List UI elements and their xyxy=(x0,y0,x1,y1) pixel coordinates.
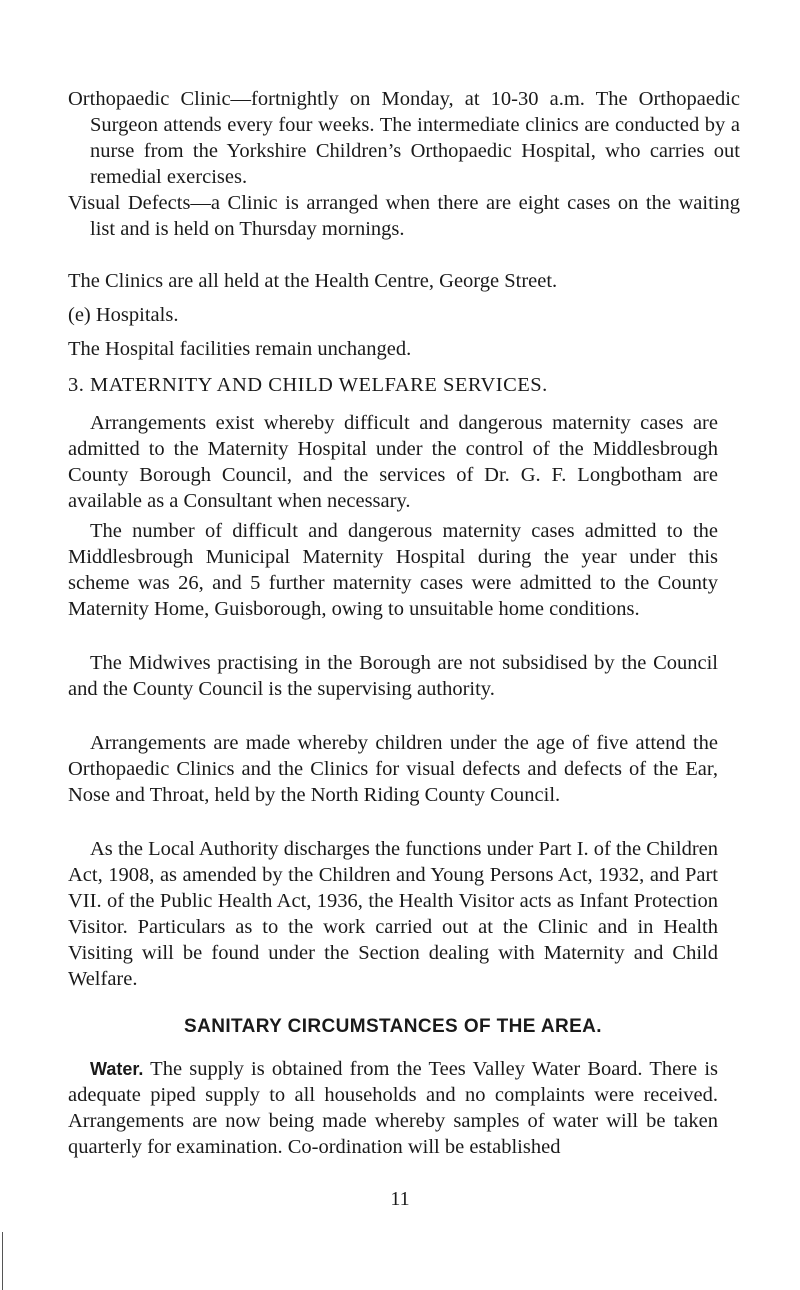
paragraph-local-authority: As the Local Authority discharges the functions under Part I. of the Children Act, 1908, as amended by the Children and Young Persons Act, 1932, and Part VII. of the Public Health Act, 1936, the Health Visitor acts as Infant Protection Visitor. Particulars as to the work carried out at the Clinic and in Health Visiting will be found under the Section dealing with Maternity and Child Welfare. xyxy=(68,838,718,990)
paragraph-midwives: The Midwives practising in the Borough are not subsidised by the Council and the County Council is the supervising authority. xyxy=(68,652,718,700)
water-text: The supply is obtained from the Tees Valley Water Board. There is adequate piped supply to all households and no complaints were received. Arrangements are now being made whereby samples of water will be taken quarterly for examination. Co-ordination will be established xyxy=(68,1058,718,1158)
paragraph-orthopaedic-clinic: Orthopaedic Clinic—fortnightly on Monday, at 10-30 a.m. The Orthopaedic Surgeon attends every four weeks. The intermediate clinics are conducted by a nurse from the Yorkshire Children’s Orthopaedic Hospital, who carries out remedial exercises. xyxy=(68,88,740,188)
water-lead-label: Water. xyxy=(90,1059,144,1079)
paragraph-arrangements-maternity: Arrangements exist whereby difficult and dangerous maternity cases are admitted to the Maternity Hospital under the control of the Middlesbrough County Borough Council, and the services of Dr. G. F. Longbotham are available as a Consultant when necessary. xyxy=(68,412,718,512)
paragraph-water xyxy=(68,1056,718,1160)
section-heading-hospitals: (e) Hospitals. xyxy=(68,304,179,326)
paragraph-clinics-location: The Clinics are all held at the Health Centre, George Street. xyxy=(68,270,558,292)
paragraph-visual-defects: Visual Defects—a Clinic is arranged when there are eight cases on the waiting list and is held on Thursday mornings. xyxy=(68,192,740,240)
section-heading-sanitary: SANITARY CIRCUMSTANCES OF THE AREA. xyxy=(184,1016,602,1037)
paragraph-hospital-facilities: The Hospital facilities remain unchanged. xyxy=(68,338,412,360)
paragraph-number-of-cases: The number of difficult and dangerous maternity cases admitted to the Middlesbrough Municipal Maternity Hospital during the year under this scheme was 26, and 5 further maternity cases were admitted to the County Maternity Home, Guisborough, owing to unsuitable home conditions. xyxy=(68,520,718,620)
scan-edge-line xyxy=(2,1232,3,1290)
page-number: 11 xyxy=(390,1188,410,1210)
paragraph-children-under-five: Arrangements are made whereby children under the age of five attend the Orthopaedic Clinics and the Clinics for visual defects and defects of the Ear, Nose and Throat, held by the North Riding County Council. xyxy=(68,732,718,806)
section-heading-maternity: 3. MATERNITY AND CHILD WELFARE SERVICES. xyxy=(68,374,548,396)
